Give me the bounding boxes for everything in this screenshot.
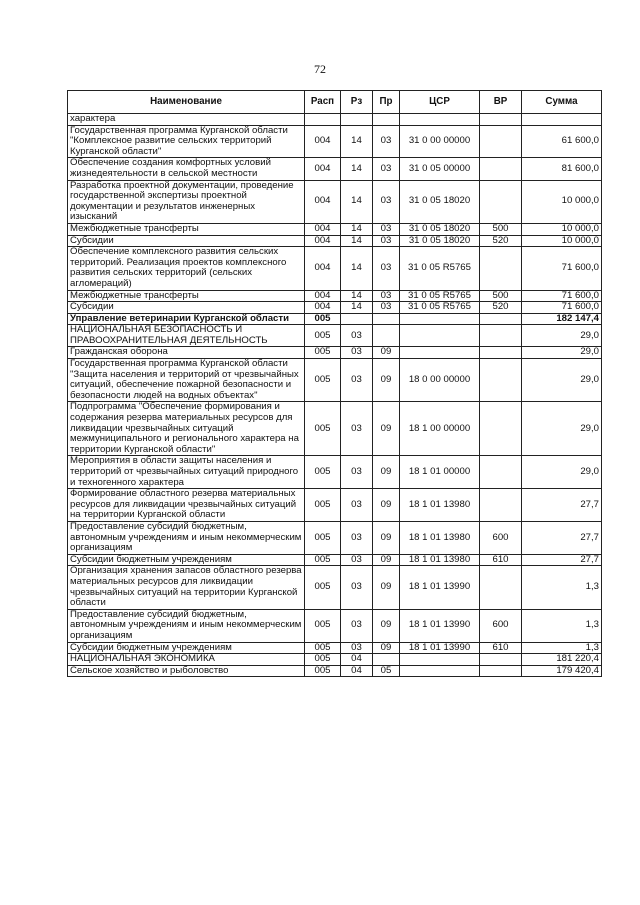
cell-pr [373,325,400,347]
cell-name: Обеспечение комплексного развития сельских территорий. Реализация проектов комплексного развития сельских территорий (сельских агломераций) [68,247,305,290]
cell-pr: 09 [373,521,400,554]
cell-sum: 10 000,0 [522,180,602,223]
cell-rasp [305,114,341,126]
cell-vr [480,402,522,456]
table-row [68,665,602,677]
cell-name: Гражданская оборона [68,347,305,359]
cell-rasp: 005 [305,521,341,554]
cell-vr: 520 [480,235,522,247]
cell-rasp: 004 [305,235,341,247]
cell-rasp: 005 [305,609,341,642]
table-row [68,521,602,554]
cell-rz: 14 [341,290,373,302]
header-csr: ЦСР [400,91,480,114]
cell-name: Субсидии [68,235,305,247]
cell-vr [480,325,522,347]
cell-rz: 03 [341,566,373,609]
cell-rasp: 005 [305,554,341,566]
cell-pr: 09 [373,402,400,456]
cell-rasp: 004 [305,125,341,158]
header-name: Наименование [68,91,305,114]
cell-rasp: 005 [305,642,341,654]
cell-vr [480,654,522,666]
cell-name: НАЦИОНАЛЬНАЯ ЭКОНОМИКА [68,654,305,666]
cell-rasp: 004 [305,223,341,235]
cell-pr: 09 [373,456,400,489]
cell-vr [480,313,522,325]
cell-rz: 03 [341,521,373,554]
cell-csr [400,325,480,347]
cell-pr: 09 [373,359,400,402]
cell-pr: 03 [373,180,400,223]
cell-vr: 500 [480,223,522,235]
cell-name: Формирование областного резерва материальных ресурсов для ликвидации чрезвычайных ситуаций на территории Курганской области [68,489,305,522]
cell-rz: 14 [341,223,373,235]
cell-rasp: 004 [305,290,341,302]
cell-name: Разработка проектной документации, проведение государственной экспертизы проектной документации и результатов инженерных изысканий [68,180,305,223]
cell-vr [480,114,522,126]
cell-rz: 03 [341,347,373,359]
cell-vr [480,489,522,522]
cell-rasp: 005 [305,566,341,609]
cell-pr: 03 [373,158,400,180]
cell-vr [480,347,522,359]
cell-sum [522,114,602,126]
cell-name: Субсидии бюджетным учреждениям [68,642,305,654]
cell-rz: 03 [341,325,373,347]
cell-rz: 03 [341,359,373,402]
cell-csr: 31 0 05 18020 [400,235,480,247]
cell-sum: 27,7 [522,554,602,566]
cell-pr: 09 [373,566,400,609]
table-row [68,359,602,402]
cell-name: Субсидии [68,302,305,314]
cell-csr: 31 0 05 18020 [400,180,480,223]
cell-rasp: 004 [305,158,341,180]
cell-vr: 600 [480,609,522,642]
cell-name: Межбюджетные трансферты [68,290,305,302]
cell-vr [480,566,522,609]
page-number: 72 [314,62,326,76]
cell-name: Обеспечение создания комфортных условий жизнедеятельности в сельской местности [68,158,305,180]
header-sum: Сумма [522,91,602,114]
cell-csr [400,654,480,666]
cell-rasp: 005 [305,347,341,359]
cell-vr [480,359,522,402]
cell-csr: 18 1 01 13990 [400,566,480,609]
cell-sum: 179 420,4 [522,665,602,677]
cell-csr: 18 1 01 13990 [400,609,480,642]
cell-name: характера [68,114,305,126]
cell-pr: 09 [373,489,400,522]
cell-name: НАЦИОНАЛЬНАЯ БЕЗОПАСНОСТЬ И ПРАВООХРАНИТЕЛЬНАЯ ДЕЯТЕЛЬНОСТЬ [68,325,305,347]
cell-csr: 18 0 00 00000 [400,359,480,402]
cell-rz: 14 [341,158,373,180]
cell-vr: 520 [480,302,522,314]
cell-pr: 03 [373,125,400,158]
cell-rz: 03 [341,642,373,654]
cell-rz: 14 [341,235,373,247]
cell-pr: 09 [373,642,400,654]
cell-csr [400,665,480,677]
cell-rasp: 005 [305,402,341,456]
cell-pr [373,313,400,325]
cell-name: Управление ветеринарии Курганской области [68,313,305,325]
cell-pr: 05 [373,665,400,677]
cell-name: Мероприятия в области защиты населения и территорий от чрезвычайных ситуаций природного и техногенного характера [68,456,305,489]
cell-csr [400,347,480,359]
cell-pr: 09 [373,554,400,566]
cell-pr: 09 [373,609,400,642]
cell-csr: 31 0 05 R5765 [400,247,480,290]
cell-sum: 61 600,0 [522,125,602,158]
cell-sum: 10 000,0 [522,235,602,247]
cell-sum: 29,0 [522,347,602,359]
table-row [68,609,602,642]
cell-name: Субсидии бюджетным учреждениям [68,554,305,566]
cell-pr [373,114,400,126]
cell-vr [480,665,522,677]
cell-name: Сельское хозяйство и рыболовство [68,665,305,677]
cell-pr [373,654,400,666]
cell-pr: 03 [373,235,400,247]
table-row [68,642,602,654]
cell-vr [480,456,522,489]
cell-pr: 09 [373,347,400,359]
cell-rasp: 004 [305,302,341,314]
cell-sum: 81 600,0 [522,158,602,180]
cell-sum: 182 147,4 [522,313,602,325]
cell-sum: 27,7 [522,521,602,554]
cell-sum: 29,0 [522,456,602,489]
cell-pr: 03 [373,290,400,302]
cell-sum: 1,3 [522,566,602,609]
cell-sum: 71 600,0 [522,302,602,314]
cell-vr: 500 [480,290,522,302]
cell-rasp: 004 [305,180,341,223]
header-rasp: Расп [305,91,341,114]
cell-pr: 03 [373,302,400,314]
cell-vr [480,180,522,223]
table-row [68,302,602,314]
table-row [68,158,602,180]
cell-rz: 03 [341,554,373,566]
cell-csr: 31 0 00 00000 [400,125,480,158]
cell-rasp: 004 [305,247,341,290]
cell-csr: 31 0 05 R5765 [400,302,480,314]
table-row [68,325,602,347]
cell-csr: 18 1 01 13980 [400,489,480,522]
table-header-row [68,91,602,114]
cell-name: Государственная программа Курганской области "Комплексное развитие сельских территорий Курганской области" [68,125,305,158]
cell-vr [480,247,522,290]
cell-sum: 1,3 [522,609,602,642]
table-row [68,654,602,666]
cell-sum: 27,7 [522,489,602,522]
cell-name: Подпрограмма "Обеспечение формирования и содержания резерва материальных ресурсов для ликвидации чрезвычайных ситуаций межмуниципального и регионального характера на территории Курганской области" [68,402,305,456]
cell-sum: 1,3 [522,642,602,654]
cell-rz: 03 [341,402,373,456]
cell-sum: 29,0 [522,359,602,402]
header-pr: Пр [373,91,400,114]
cell-name: Государственная программа Курганской области "Защита населения и территорий от чрезвычайных ситуаций, обеспечение пожарной безопасности и безопасности людей на водных объектах" [68,359,305,402]
cell-name: Предоставление субсидий бюджетным, автономным учреждениям и иным некоммерческим организациям [68,609,305,642]
cell-rz [341,114,373,126]
cell-vr [480,158,522,180]
cell-csr [400,313,480,325]
cell-sum: 71 600,0 [522,247,602,290]
cell-vr: 600 [480,521,522,554]
cell-pr: 03 [373,223,400,235]
cell-rz: 03 [341,489,373,522]
cell-rasp: 005 [305,359,341,402]
cell-sum: 181 220,4 [522,654,602,666]
table-row [68,402,602,456]
cell-csr: 18 1 00 00000 [400,402,480,456]
cell-sum: 10 000,0 [522,223,602,235]
table-row [68,125,602,158]
cell-rasp: 005 [305,654,341,666]
cell-rz [341,313,373,325]
cell-csr: 18 1 01 00000 [400,456,480,489]
cell-rasp: 005 [305,665,341,677]
cell-rz: 03 [341,609,373,642]
table-row [68,347,602,359]
cell-rasp: 005 [305,325,341,347]
table-row [68,566,602,609]
table-row [68,313,602,325]
cell-sum: 71 600,0 [522,290,602,302]
cell-rz: 03 [341,456,373,489]
table-row [68,235,602,247]
cell-rasp: 005 [305,313,341,325]
cell-rz: 04 [341,665,373,677]
table-row [68,223,602,235]
cell-vr: 610 [480,642,522,654]
table-row [68,554,602,566]
cell-sum: 29,0 [522,402,602,456]
cell-vr [480,125,522,158]
table-row [68,247,602,290]
cell-name: Межбюджетные трансферты [68,223,305,235]
cell-csr: 31 0 05 00000 [400,158,480,180]
table-row [68,456,602,489]
table-row [68,489,602,522]
cell-sum: 29,0 [522,325,602,347]
table-row [68,180,602,223]
table-row [68,114,602,126]
cell-rz: 14 [341,125,373,158]
cell-csr: 18 1 01 13980 [400,554,480,566]
cell-name: Организация хранения запасов областного резерва материальных ресурсов для ликвидации чрезвычайных ситуаций на территории Курганской области [68,566,305,609]
cell-rasp: 005 [305,489,341,522]
cell-rz: 14 [341,247,373,290]
cell-name: Предоставление субсидий бюджетным, автономным учреждениям и иным некоммерческим организациям [68,521,305,554]
cell-csr [400,114,480,126]
header-rz: Рз [341,91,373,114]
cell-rz: 14 [341,302,373,314]
header-vr: ВР [480,91,522,114]
budget-table [67,90,602,677]
cell-csr: 18 1 01 13980 [400,521,480,554]
cell-vr: 610 [480,554,522,566]
cell-rz: 04 [341,654,373,666]
cell-rasp: 005 [305,456,341,489]
cell-csr: 18 1 01 13990 [400,642,480,654]
table-row [68,290,602,302]
cell-csr: 31 0 05 R5765 [400,290,480,302]
cell-pr: 03 [373,247,400,290]
cell-csr: 31 0 05 18020 [400,223,480,235]
cell-rz: 14 [341,180,373,223]
